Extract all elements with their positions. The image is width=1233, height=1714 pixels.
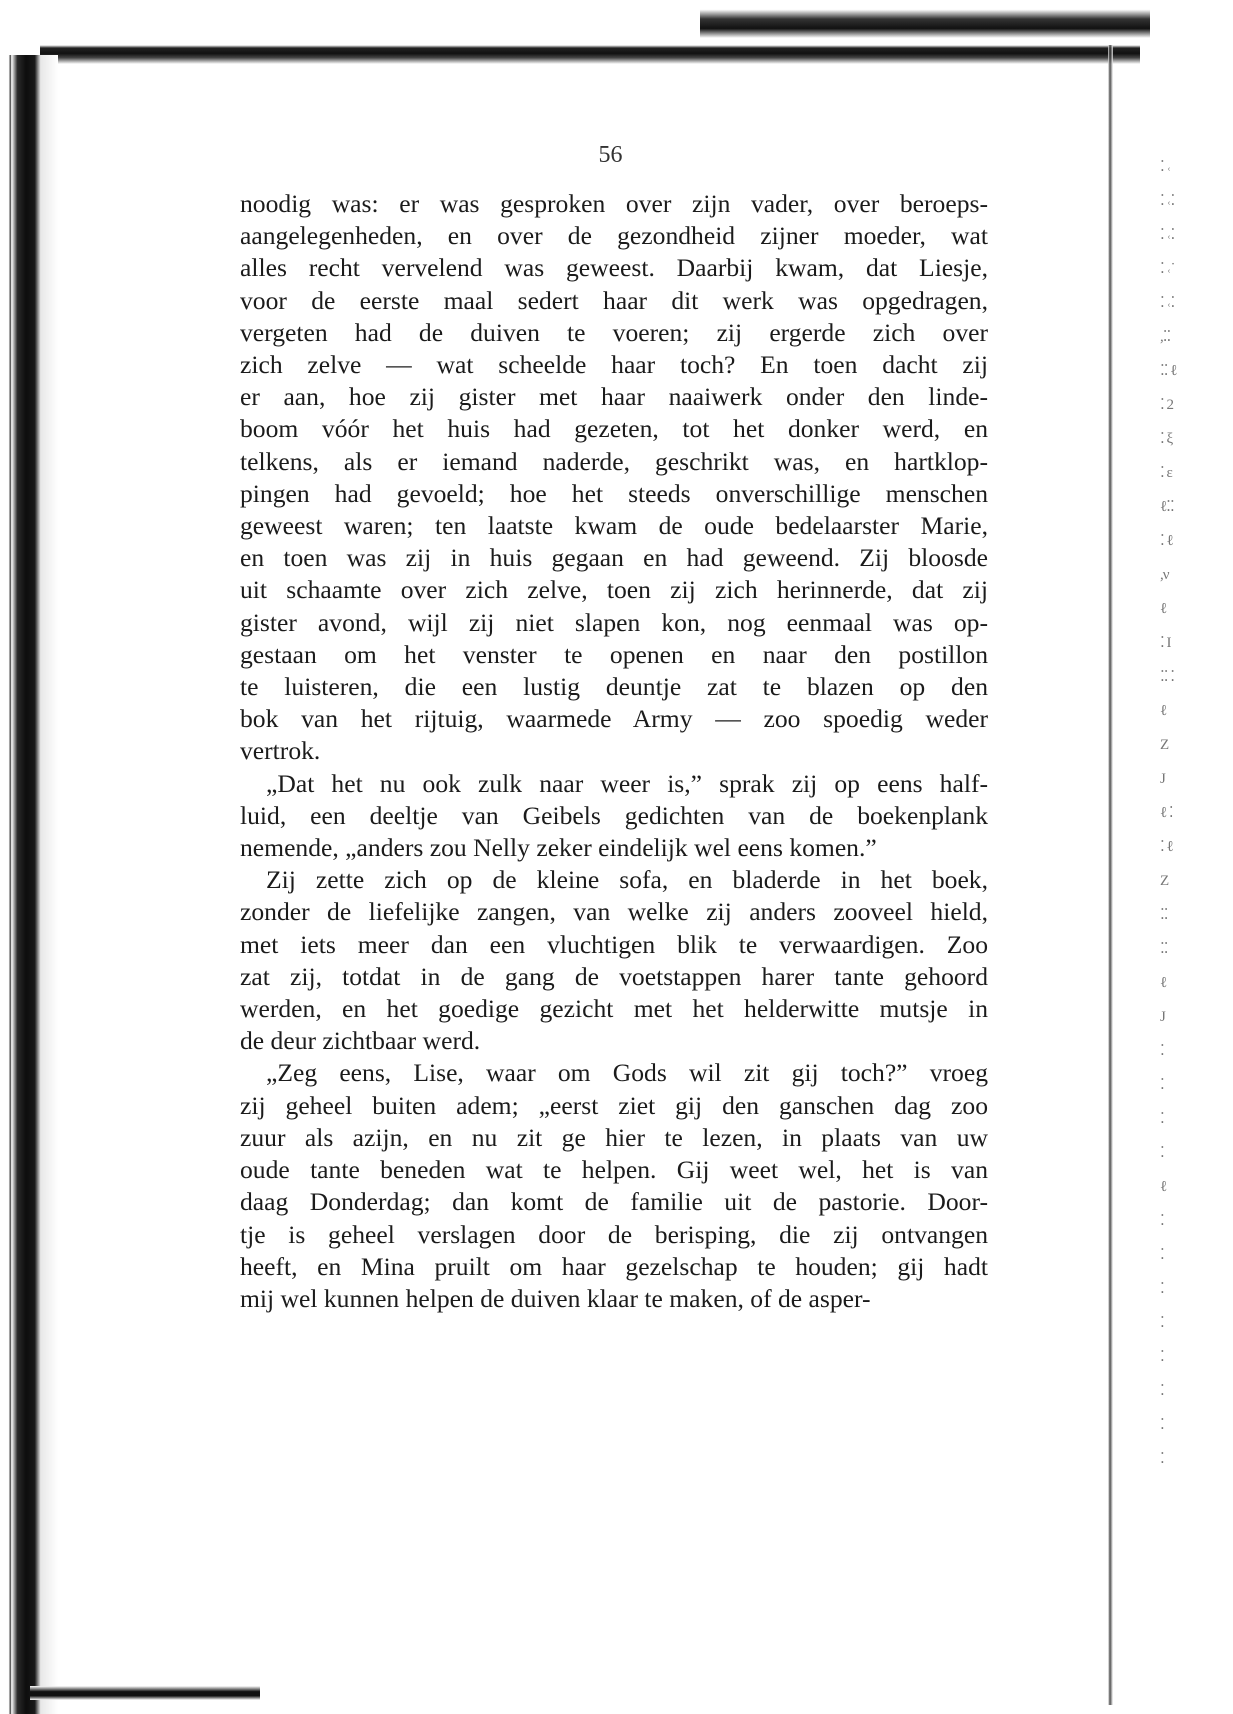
bleed-glyph: ⁚ bbox=[1160, 1145, 1164, 1161]
bleed-glyph: ⁚ bbox=[1160, 1349, 1164, 1365]
text-line: „Dat het nu ook zulk naar weer is,” sprak zij op eens half- bbox=[266, 768, 988, 798]
text-line: aangelegenheden, en over de gezondheid zijner moeder, wat bbox=[240, 221, 988, 251]
text-line: zij geheel buiten adem; „eerst ziet gij den ganschen dag zoo bbox=[240, 1090, 988, 1120]
text-line: met iets meer dan een vluchtigen blik te verwaardigen. Zoo bbox=[240, 929, 988, 959]
bleed-glyph: ℓ bbox=[1160, 703, 1167, 719]
bleed-glyph: ⁚ bbox=[1160, 1077, 1164, 1093]
bleed-glyph: ℓ ⁚ bbox=[1160, 805, 1173, 821]
bleed-glyph: ⁚ bbox=[1160, 1213, 1164, 1229]
text-line: alles recht vervelend was geweest. Daarbij kwam, dat Liesje, bbox=[240, 253, 988, 283]
bleed-glyph: ⁚ ˓ bbox=[1160, 159, 1171, 175]
facing-page-bleed bbox=[1160, 150, 1233, 1500]
bleed-glyph: Z bbox=[1160, 873, 1169, 889]
bleed-glyph: ⁚ bbox=[1160, 1417, 1164, 1433]
bleed-glyph: ⁚ bbox=[1160, 1281, 1164, 1297]
scan-edge-left bbox=[0, 55, 58, 1714]
paragraph bbox=[240, 768, 988, 865]
bleed-glyph: ⁚ ξ bbox=[1160, 431, 1173, 447]
bleed-glyph: ,ν bbox=[1160, 567, 1169, 583]
bleed-glyph: ⁚ ˓⁚ bbox=[1160, 193, 1175, 209]
bleed-glyph: ⁚ bbox=[1160, 1247, 1164, 1263]
text-line: oude tante beneden wat te helpen. Gij weet wel, het is van bbox=[240, 1155, 988, 1185]
text-line: mij wel kunnen helpen de duiven klaar te maken, of de asper- bbox=[240, 1283, 871, 1313]
bleed-glyph: ⁚⁚ ⁚ bbox=[1160, 669, 1175, 685]
bleed-glyph: J bbox=[1160, 1009, 1165, 1025]
bleed-glyph: ℓ bbox=[1160, 975, 1167, 991]
text-line: zonder de liefelijke zangen, van welke zij anders zooveel hield, bbox=[240, 897, 988, 927]
text-line: uit schaamte over zich zelve, toen zij zich herinnerde, dat zij bbox=[240, 575, 988, 605]
text-line: Zij zette zich op de kleine sofa, en bladerde in het boek, bbox=[266, 865, 988, 895]
text-line: geweest waren; ten laatste kwam de oude bedelaarster Marie, bbox=[240, 511, 988, 541]
text-line: tje is geheel verslagen door de berisping, die zij ontvangen bbox=[240, 1219, 988, 1249]
text-line: de deur zichtbaar werd. bbox=[240, 1026, 481, 1056]
scan-edge-bottom bbox=[30, 1686, 260, 1700]
bleed-glyph: ⁚ ℓ bbox=[1160, 839, 1173, 855]
paragraph bbox=[240, 864, 988, 1057]
bleed-glyph: ℓ bbox=[1160, 601, 1167, 617]
text-line: heeft, en Mina pruilt om haar gezelschap te houden; gij hadt bbox=[240, 1251, 988, 1281]
bleed-glyph: ⁚ bbox=[1160, 1383, 1164, 1399]
text-line: vergeten had de duiven te voeren; zij ergerde zich over bbox=[240, 317, 988, 347]
bleed-glyph: ⁚ bbox=[1160, 1043, 1164, 1059]
bleed-glyph: J bbox=[1160, 771, 1165, 787]
bleed-glyph: ⁚ ε bbox=[1160, 465, 1172, 481]
body-text bbox=[240, 188, 988, 1315]
paragraph bbox=[240, 188, 988, 768]
text-line: zat zij, totdat in de gang de voetstappen harer tante gehoord bbox=[240, 961, 988, 991]
bleed-glyph: ⁚ bbox=[1160, 1315, 1164, 1331]
paragraph bbox=[240, 1057, 988, 1315]
text-line: gestaan om het venster te openen en naar den postillon bbox=[240, 639, 988, 669]
text-line: luid, een deeltje van Geibels gedichten van de boekenplank bbox=[240, 800, 988, 830]
scan-edge-top-right bbox=[700, 0, 1150, 38]
bleed-glyph: ⁚ bbox=[1160, 1451, 1164, 1467]
page-number: 56 bbox=[598, 142, 623, 168]
bleed-glyph: ℓ bbox=[1160, 1179, 1167, 1195]
text-line: boom vóór het huis had gezeten, tot het donker werd, en bbox=[240, 414, 988, 444]
bleed-glyph: ⁚ ℓ bbox=[1160, 533, 1173, 549]
bleed-glyph: ⁚ bbox=[1160, 1111, 1164, 1127]
bleed-glyph: ℓ⁚⁚ bbox=[1160, 499, 1174, 515]
text-line: voor de eerste maal sedert haar dit werk was opgedragen, bbox=[240, 285, 988, 315]
bleed-glyph: ⁚⁚ bbox=[1160, 941, 1168, 957]
bleed-glyph: ⁚⁚ ℓ bbox=[1160, 363, 1177, 379]
text-line: telkens, als er iemand naderde, geschrikt was, en hartklop- bbox=[240, 446, 988, 476]
text-line: pingen had gevoeld; hoe het steeds onverschillige menschen bbox=[240, 478, 988, 508]
scan-edge-right bbox=[1108, 45, 1113, 1705]
bleed-glyph: ⁚ Ι bbox=[1160, 635, 1171, 651]
bleed-glyph: ⁚ ˓⁚ bbox=[1160, 227, 1175, 243]
text-line: werden, en het goedige gezicht met het helderwitte mutsje in bbox=[240, 994, 988, 1024]
text-line: zuur als azijn, en nu zit ge hier te lezen, in plaats van uw bbox=[240, 1122, 988, 1152]
text-line: „Zeg eens, Lise, waar om Gods wil zit gij toch?” vroeg bbox=[266, 1058, 988, 1088]
text-line: vertrok. bbox=[240, 736, 321, 766]
text-line: zich zelve — wat scheelde haar toch? En toen dacht zij bbox=[240, 350, 988, 380]
bleed-glyph: ⁚ ˓⁚ bbox=[1160, 295, 1175, 311]
text-line: en toen was zij in huis gegaan en had geweend. Zij bloosde bbox=[240, 543, 988, 573]
bleed-glyph: ⁚⁚ bbox=[1160, 907, 1168, 923]
text-line: gister avond, wijl zij niet slapen kon, nog eenmaal was op- bbox=[240, 607, 988, 637]
text-line: nemende, „anders zou Nelly zeker eindelijk wel eens komen.” bbox=[240, 833, 877, 863]
text-line: bok van het rijtuig, waarmede Army — zoo spoedig weder bbox=[240, 704, 988, 734]
bleed-glyph: ⁚ ˓˙ bbox=[1160, 261, 1175, 277]
text-line: noodig was: er was gesproken over zijn vader, over beroeps- bbox=[240, 189, 988, 218]
bleed-glyph: ⁚ 2 bbox=[1160, 397, 1174, 413]
text-line: te luisteren, die een lustig deuntje zat te blazen op den bbox=[240, 672, 988, 702]
bleed-glyph: Z bbox=[1160, 737, 1169, 753]
text-line: daag Donderdag; dan komt de familie uit de pastorie. Door- bbox=[240, 1187, 988, 1217]
bleed-glyph: ,⁚⁚ bbox=[1160, 329, 1171, 345]
text-line: er aan, hoe zij gister met haar naaiwerk onder den linde- bbox=[240, 382, 988, 412]
